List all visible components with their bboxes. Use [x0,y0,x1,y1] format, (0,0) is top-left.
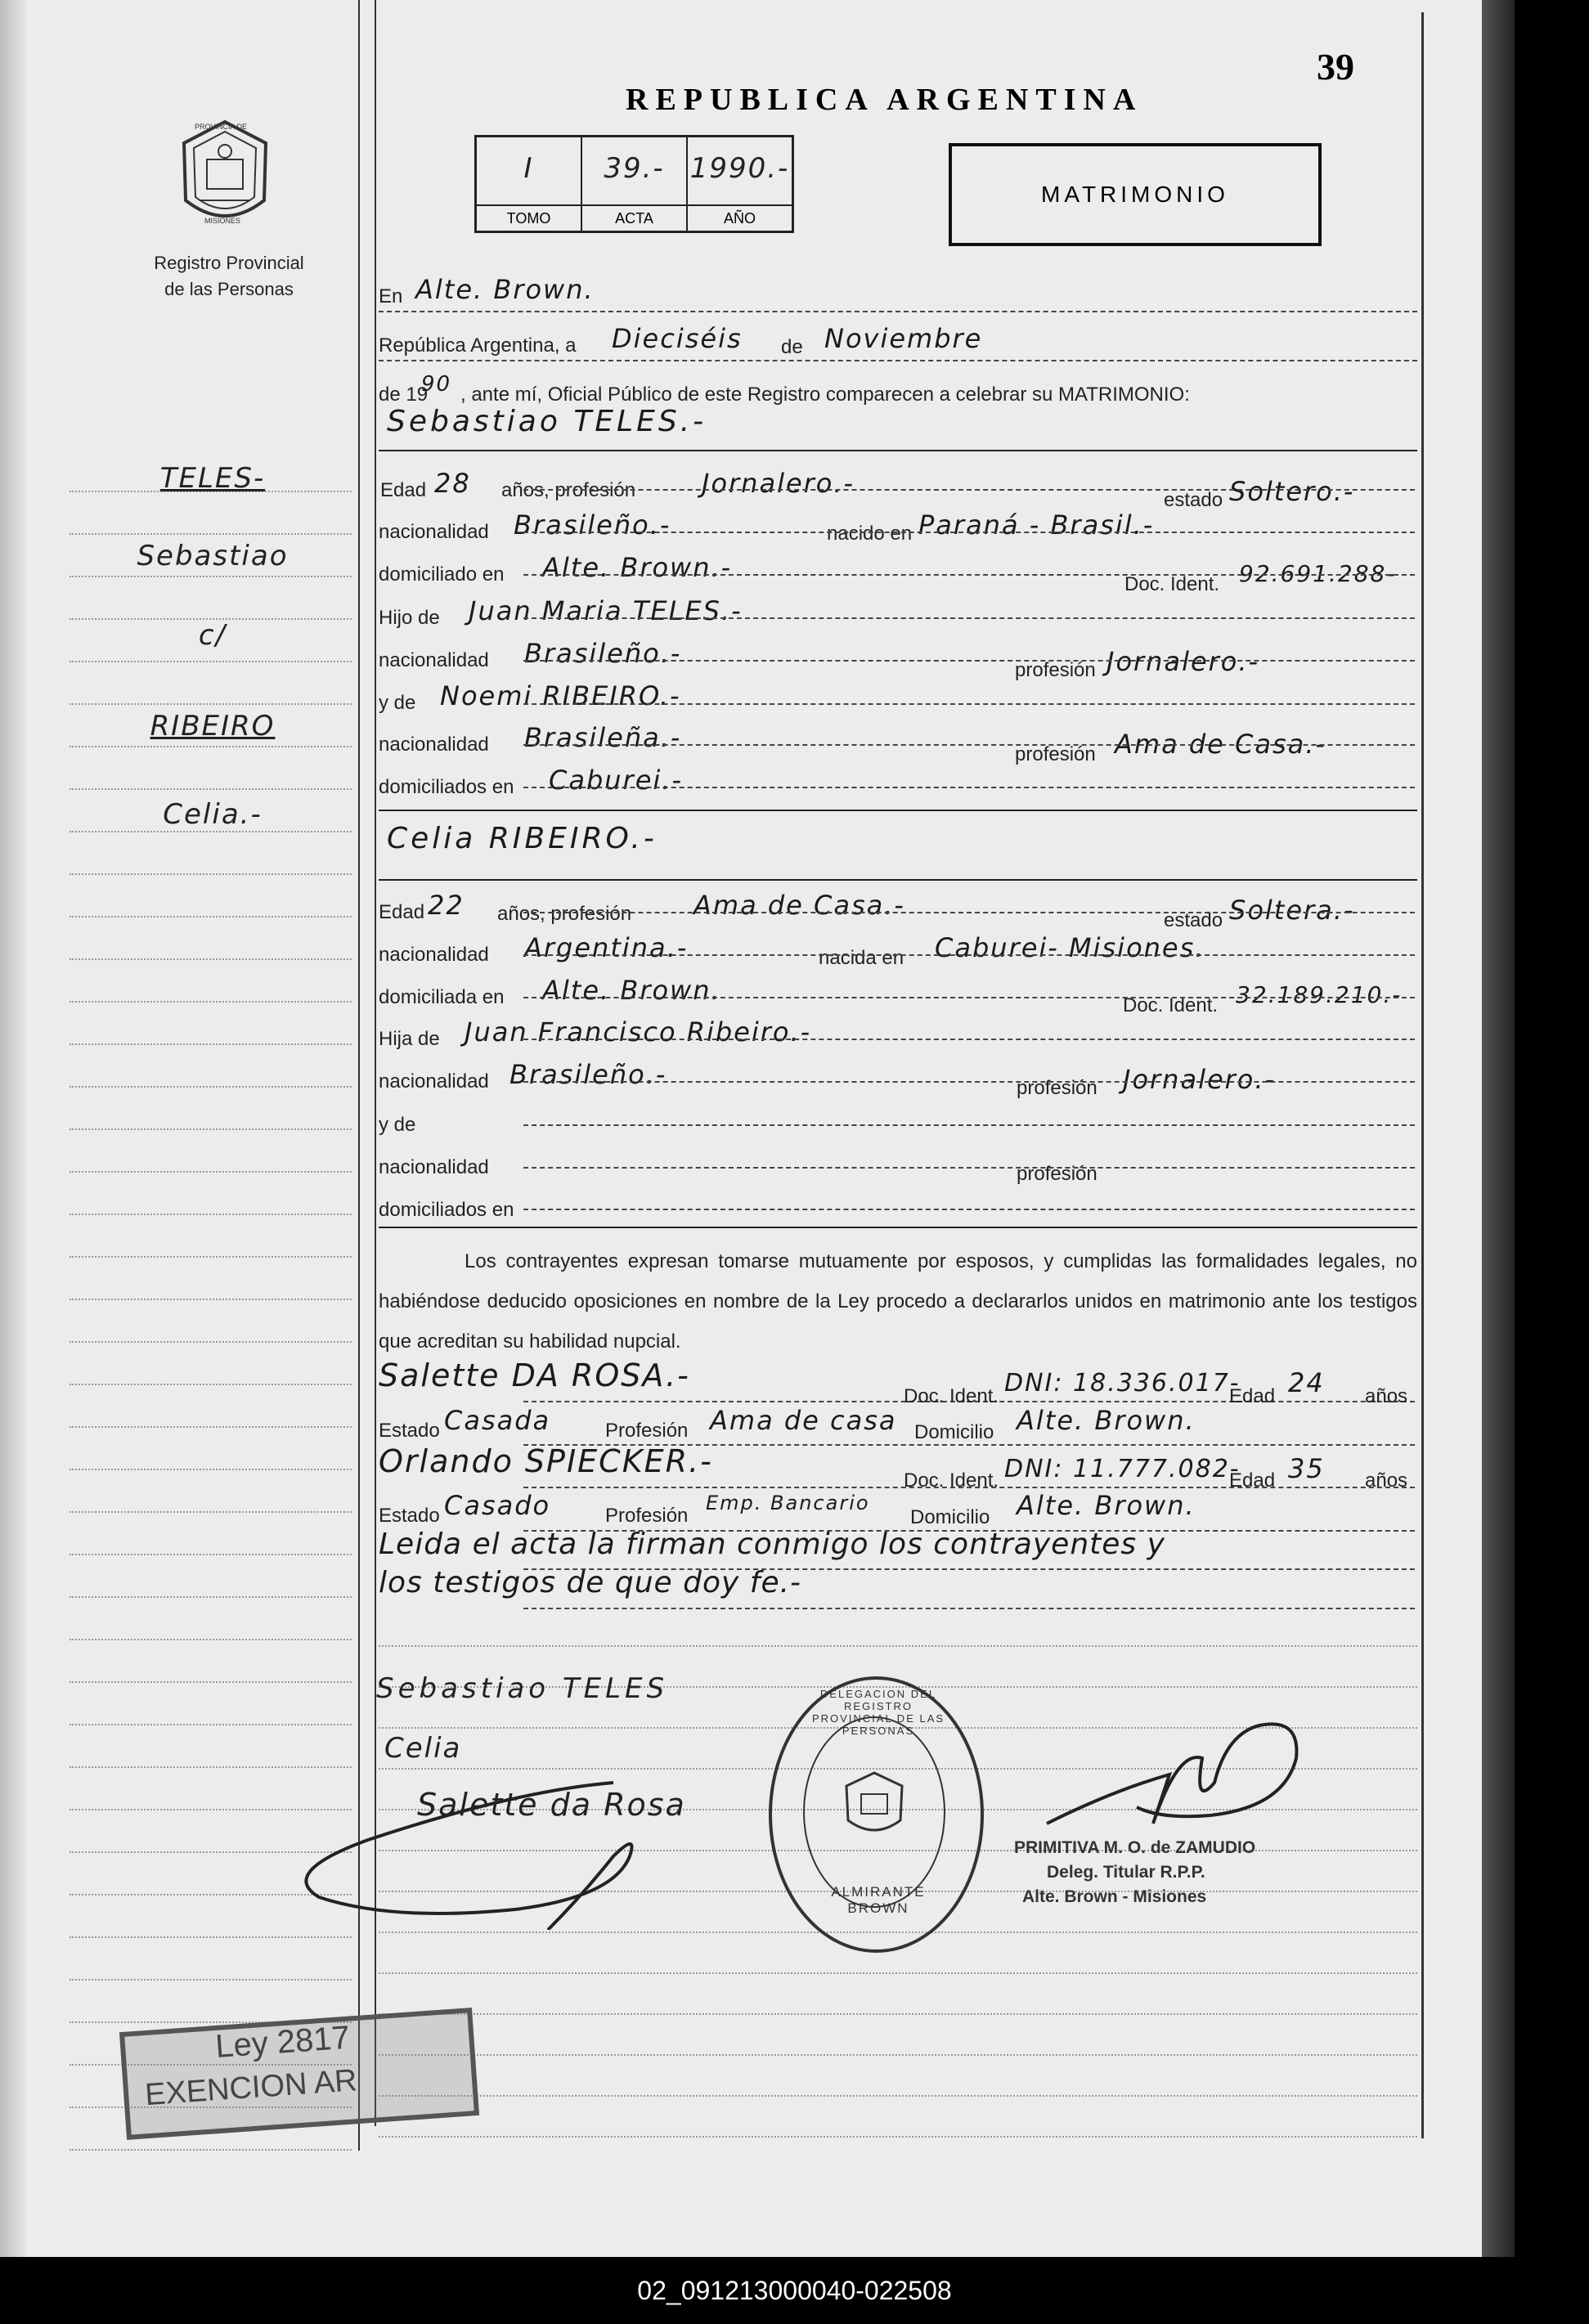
groom-nationality: Brasileño.- [514,509,671,541]
witness2-profession: Emp. Bancario [706,1492,870,1514]
witness2-doc: DNI: 11.777.082- [1004,1455,1241,1483]
groom-father-nationality: Brasileño.- [524,638,682,669]
bride-parents-dom-label: domiciliados en [379,1199,514,1221]
sidebar-dotted-line [70,1001,352,1003]
official-line2: Deleg. Titular R.P.P. [1047,1863,1205,1882]
bride-father-profession: Jornalero.- [1123,1064,1277,1095]
groom-parents-dom-label: domiciliados en [379,776,514,798]
sidebar-dotted-line [70,831,352,832]
act-reference-box [474,135,794,233]
bride-father-prof-label: profesión [1017,1077,1097,1099]
witness1-age-label: Edad [1229,1385,1276,1407]
groom-mother-prof-label: profesión [1015,743,1096,765]
ruled-line [379,2095,1417,2097]
sidebar-dotted-line [70,1596,352,1598]
groom-mother: Noemi RIBEIRO.- [440,680,681,711]
sidebar-surname-groom: TELES- [159,462,266,495]
bride-age: 22 [428,890,465,921]
groom-father-nat-label: nacionalidad [379,649,489,671]
groom-father: Juan Maria TELES.- [469,595,743,626]
sidebar-dotted-line [70,916,352,917]
official-line1: PRIMITIVA M. O. de ZAMUDIO [1014,1838,1256,1857]
tomo-label: TOMO [477,204,581,231]
exemption-law: Ley 2817 [213,2019,352,2066]
anio-label: AÑO [688,204,792,231]
official-line3: Alte. Brown - Misiones [1022,1887,1207,1906]
fill-line [523,1039,1415,1040]
groom-age-label: Edad [380,479,427,501]
anio-cell [688,137,792,231]
witness1-anos-label: años [1365,1385,1408,1407]
acta-label: ACTA [582,204,686,231]
bride-father-nationality: Brasileño.- [509,1059,667,1090]
sidebar-dotted-line [70,1384,352,1385]
groom-father-prof-label: profesión [1015,659,1096,681]
witness2-estado: Casado [444,1490,551,1521]
bride-separator-top [379,879,1417,881]
groom-mother-profession: Ama de Casa.- [1115,729,1326,760]
sidebar-dotted-line [70,1171,352,1173]
witness2-age: 35 [1288,1453,1325,1484]
witness1-doc-label: Doc. Ident. [904,1385,999,1407]
closing-line2: los testigos de que doy fe.- [379,1566,802,1599]
sidebar-dotted-line [70,1511,352,1513]
bride-birthplace: Caburei- Misiones. [935,932,1205,963]
groom-domicile: Alte. Brown.- [542,552,733,583]
place-value: Alte. Brown. [415,274,595,305]
content-rule-right [1421,12,1424,2138]
registry-label [114,250,343,303]
bride-nat-label: nacionalidad [379,944,489,966]
book-spine-edge [1482,0,1515,2257]
groom-age: 28 [434,468,471,499]
sidebar-dotted-line [70,1256,352,1258]
groom-name: Sebastiao TELES.- [387,405,707,438]
fill-line [523,787,1415,788]
ruled-line [379,1645,1417,1647]
scan-footer: 02_091213000040-022508 [0,2257,1589,2324]
seal-text-bottom: MISIONES [204,217,241,225]
groom-estado-label: estado [1164,489,1223,511]
sidebar-dotted-line [70,576,352,577]
groom-dom-label: domiciliado en [379,563,505,585]
bride-father-nat-label: nacionalidad [379,1070,489,1092]
ruled-line [379,2054,1417,2056]
bride-nationality: Argentina.- [524,932,689,963]
groom-father-label: Hijo de [379,607,440,629]
witness1-name: Salette DA ROSA.- [379,1357,690,1393]
witness1-age: 24 [1288,1367,1325,1398]
declaration-paragraph: Los contrayentes expresan tomarse mutuamente por esposos, y cumplidas las formalidades legales, no habiéndose deducido oposiciones en nombre de la Ley procedo a declararlos unidos en matrimonio ante los testigos que acreditan su habilidad nupcial. [379,1250,1417,1353]
sidebar-connector: c/ [198,619,227,652]
sidebar-dotted-line [70,1469,352,1470]
sidebar-dotted-line [70,1214,352,1215]
bride-age-label: Edad [379,901,425,923]
bride-prof-label: años, profesión [497,903,632,925]
fill-line [523,703,1415,705]
delegation-stamp [769,1676,984,1953]
groom-doc: 92.691.288- [1239,560,1397,587]
sidebar-dotted-line [70,1341,352,1343]
bride-mother-prof-label: profesión [1017,1163,1097,1185]
acta-value: 39.- [604,152,665,185]
sidebar-dotted-line [70,1128,352,1130]
witness2-prof-label: Profesión [605,1505,689,1527]
groom-mother-nat-label: nacionalidad [379,734,489,756]
fill-line [523,532,1415,533]
official-name-block [1014,1836,1255,1909]
fill-line [523,617,1415,619]
witness1-doc: DNI: 18.336.017- [1004,1369,1241,1398]
exemption-text: EXENCION AR [143,2063,358,2113]
bride-estado: Soltera.- [1229,895,1355,926]
tomo-cell [477,137,582,231]
stamp-ring-text: DELEGACION DEL REGISTRO PROVINCIAL DE LAS PERSONAS [811,1688,945,1737]
appear-text: , ante mí, Oficial Público de este Registro comparecen a celebrar su MATRIMONIO: [460,384,1190,406]
day-value: Dieciséis [612,323,743,354]
bride-mother-nat-label: nacionalidad [379,1156,489,1178]
fill-line [523,1081,1415,1083]
registry-label-line2: de las Personas [164,279,294,299]
sidebar-dotted-line [70,1043,352,1045]
groom-estado: Soltero.- [1229,476,1355,507]
groom-separator-bottom [379,810,1417,811]
sidebar-dotted-line [70,1554,352,1555]
fill-line [523,1124,1415,1126]
groom-parents-domicile: Caburei.- [549,765,683,796]
witness1-profession: Ama de casa [710,1405,897,1436]
sidebar-dotted-line [70,533,352,535]
de-label: de [781,336,803,358]
bride-domicile: Alte. Brown. [542,975,721,1006]
year-value: 90 [421,372,452,397]
groom-birthplace: Paraná - Brasil.- [918,509,1155,541]
closing-line1: Leida el acta la firman conmigo los contrayentes y [379,1528,1165,1561]
witness2-dom-label: Domicilio [910,1506,990,1528]
groom-mother-label: y de [379,692,416,714]
page-number: 39 [1317,46,1354,87]
fill-line [523,997,1415,998]
fill-line [523,912,1415,913]
year-prefix: de 19 [379,384,429,406]
bride-dom-label: domiciliada en [379,986,505,1008]
groom-mother-nationality: Brasileña.- [524,722,682,753]
fill-line [523,1167,1415,1169]
bride-doc-label: Doc. Ident. [1123,994,1219,1016]
sidebar-name-bride: Celia.- [163,798,263,831]
fill-line [523,489,1415,491]
bride-father-label: Hija de [379,1028,440,1050]
date-underline [379,360,1417,361]
sidebar-dotted-line [70,1724,352,1725]
republica-label: República Argentina, a [379,334,577,357]
sidebar-dotted-line [70,788,352,790]
groom-nat-label: nacionalidad [379,521,489,543]
bride-doc: 32.189.210.- [1236,981,1403,1008]
witness1-prof-label: Profesión [605,1420,689,1442]
witness2-estado-label: Estado [379,1505,440,1527]
bride-mother-label: y de [379,1114,416,1136]
fill-line [523,744,1415,746]
fill-line [523,660,1415,662]
sidebar-dotted-line [70,1681,352,1683]
witness1-estado: Casada [444,1405,551,1436]
sidebar-dotted-line [70,2149,352,2151]
fill-line [523,954,1415,956]
ruled-line [379,2013,1417,2015]
stamp-inner-text: ALMIRANTE BROWN [831,1884,926,1916]
sidebar-surname-bride: RIBEIRO [150,710,276,743]
sidebar-dotted-line [70,1086,352,1088]
sidebar-dotted-line [70,1639,352,1640]
sidebar-dotted-line [70,703,352,705]
groom-born-label: nacido en [827,523,913,545]
bride-name: Celia RIBEIRO.- [387,822,658,855]
witness2-name: Orlando SPIECKER.- [379,1443,713,1479]
signature-flourish-icon [270,1734,728,1930]
acta-cell [582,137,688,231]
bride-born-label: nacida en [819,947,904,969]
month-value: Noviembre [824,323,983,354]
exemption-stamp [119,2008,479,2140]
bride-separator-bottom [379,1227,1417,1228]
signature-official-icon [1039,1701,1325,1848]
ruled-line [379,2136,1417,2138]
sidebar-dotted-line [70,1979,352,1981]
groom-doc-label: Doc. Ident. [1124,573,1220,595]
sidebar-dotted-line [70,958,352,960]
witness1-estado-label: Estado [379,1420,440,1442]
bride-estado-label: estado [1164,909,1223,931]
witness2-doc-label: Doc. Ident. [904,1469,999,1492]
binding-edge [0,0,26,2257]
sidebar-dotted-line [70,873,352,875]
ruled-line [379,1972,1417,1974]
signature-witness1: Salette da Rosa [417,1787,686,1823]
sidebar-dotted-line [70,1299,352,1300]
signature-bride: Celia [384,1732,462,1765]
fill-line [523,1608,1415,1609]
witness2-age-label: Edad [1229,1469,1276,1492]
sidebar-dotted-line [70,661,352,662]
sidebar-dotted-line [70,1426,352,1428]
en-label: En [379,285,403,307]
anio-value: 1990.- [689,152,790,185]
tomo-value: I [523,152,534,185]
witness2-anos-label: años [1365,1469,1408,1492]
groom-separator-top [379,450,1417,451]
fill-line [523,1209,1415,1210]
witness2-domicile: Alte. Brown. [1017,1490,1196,1521]
bride-profession: Ama de Casa.- [694,890,905,921]
groom-profession: Jornalero.- [702,468,855,499]
stamp-shield-icon [842,1770,907,1843]
groom-prof-label: años, profesión [501,479,636,501]
bride-father: Juan Francisco Ribeiro.- [465,1016,812,1048]
country-heading: REPUBLICA ARGENTINA [626,83,1143,117]
seal-text-top: PROVINCIA DE [195,123,248,131]
witness1-domicile: Alte. Brown. [1017,1405,1196,1436]
sidebar-dotted-line [70,746,352,747]
sidebar-name-groom: Sebastiao [137,540,289,572]
sidebar-dotted-line [70,1936,352,1938]
fill-line [523,574,1415,576]
registry-label-line1: Registro Provincial [154,253,304,273]
place-underline [379,311,1417,312]
document-type-box: MATRIMONIO [949,143,1322,246]
groom-father-profession: Jornalero.- [1106,646,1260,677]
signature-groom: Sebastiao TELES [376,1672,669,1705]
province-seal-icon [176,119,274,233]
witness1-dom-label: Domicilio [914,1421,994,1443]
